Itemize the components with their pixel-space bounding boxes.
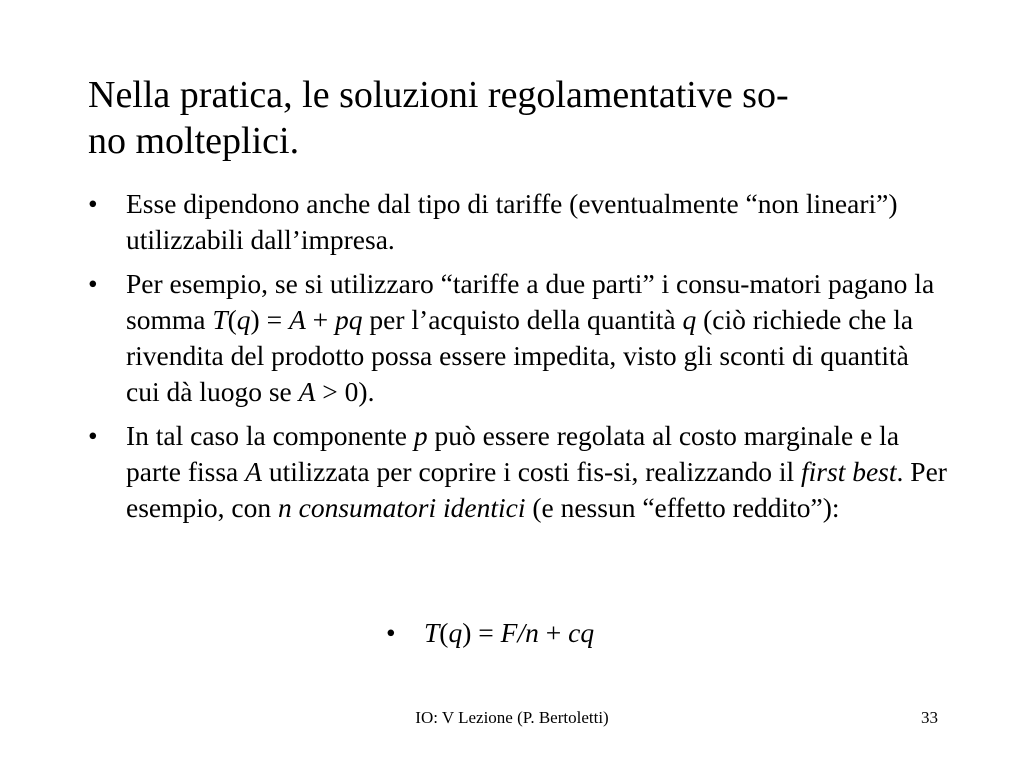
bullet-text: ( — [227, 304, 237, 335]
bullet-text: (ciò richiede che la rivendita del prodotto possa essere impedita, visto gli sconti di quantità cui dà luogo se — [126, 304, 914, 407]
bullet-text: per l’acquisto della quantità — [362, 304, 683, 335]
bullet-text: utilizzata per coprire i costi fis-si, realizzando il — [261, 456, 802, 487]
math-var: p — [413, 420, 428, 451]
formula-bullet — [386, 615, 594, 651]
math-var: T — [424, 617, 440, 648]
emphasis-text: first best — [801, 456, 897, 487]
math-var: A — [298, 376, 316, 407]
bullet-text: può essere regolata al costo marginale e la parte fissa — [126, 420, 900, 487]
bullet-text: In tal caso la componente — [126, 420, 414, 451]
formula-text: ) = — [462, 617, 501, 648]
bullet-text: . Per esempio, con — [126, 456, 947, 523]
math-var: F/n — [500, 617, 539, 648]
bullet-marker: • — [88, 268, 98, 299]
title-line-2: no molteplici. — [88, 120, 300, 162]
formula-text: ( — [439, 617, 449, 648]
slide-title — [88, 72, 948, 164]
math-var: cq — [568, 617, 595, 648]
title-line-1: Nella pratica, le soluzioni regolamentative so- — [88, 74, 789, 116]
bullet-item-1 — [88, 186, 948, 258]
bullet-text: > 0). — [315, 376, 375, 407]
bullet-text: Esse dipendono anche dal tipo di tariffe (eventualmente “non lineari”) utilizzabili dall’impresa. — [126, 188, 898, 255]
math-var: A — [245, 456, 262, 487]
footer-caption: IO: V Lezione (P. Bertoletti) — [415, 708, 609, 727]
math-var: q — [682, 304, 697, 335]
bullet-text: (e nessun “effetto reddito”): — [525, 492, 840, 523]
bullet-list — [88, 186, 948, 534]
bullet-text: + — [305, 304, 336, 335]
bullet-text: Per esempio, se si utilizzaro “tariffe a due parti” i consu-matori pagano la somma — [126, 268, 935, 335]
formula-text: + — [538, 617, 569, 648]
page-number: 33 — [921, 708, 938, 727]
bullet-marker: • — [386, 617, 396, 648]
math-var: T — [212, 304, 228, 335]
bullet-text: ) = — [250, 304, 289, 335]
math-var: A — [288, 304, 306, 335]
bullet-marker: • — [88, 420, 98, 451]
math-var: q — [448, 617, 463, 648]
bullet-item-2 — [88, 266, 948, 410]
math-var: pq — [335, 304, 363, 335]
bullet-marker: • — [88, 188, 98, 219]
bullet-item-3 — [88, 418, 948, 526]
emphasis-text: n consumatori identici — [277, 492, 526, 523]
math-var: q — [236, 304, 251, 335]
